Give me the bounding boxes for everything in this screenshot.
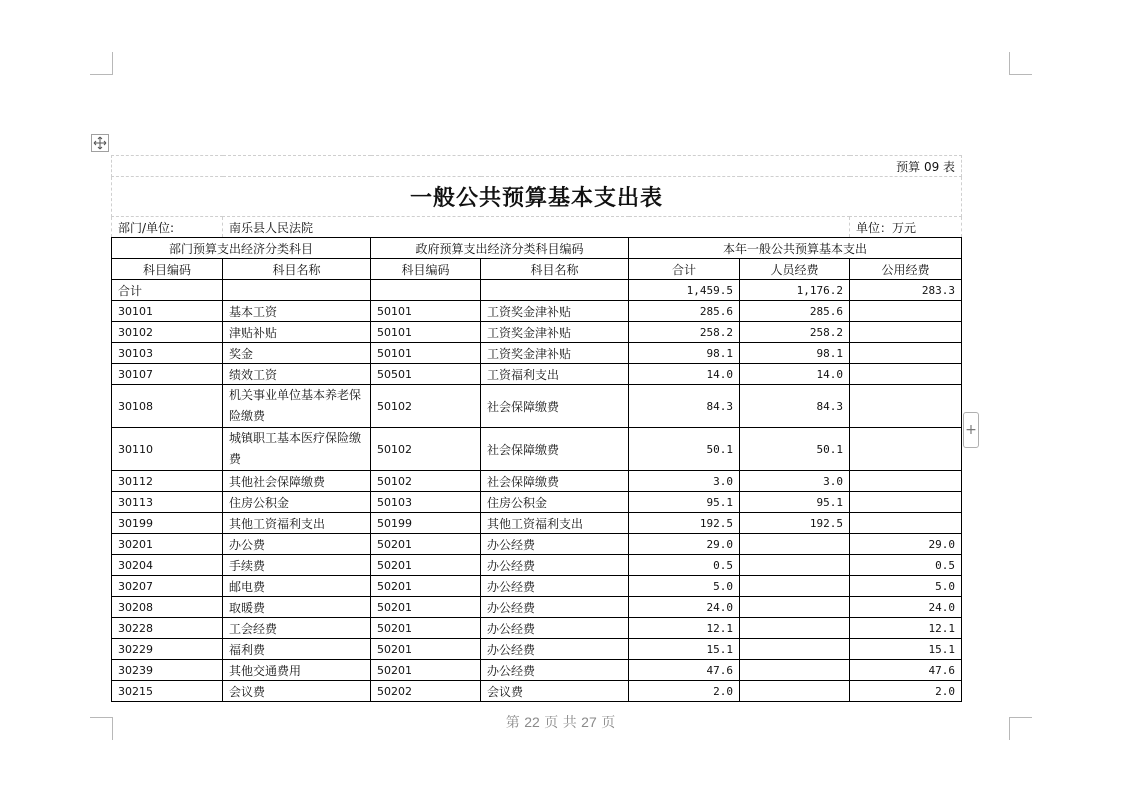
cell-personnel <box>740 639 850 660</box>
cell-code: 30207 <box>112 576 223 597</box>
table-row <box>112 681 962 702</box>
cell-personnel <box>740 555 850 576</box>
cell-gov-name: 办公经费 <box>481 597 629 618</box>
cell-gov-code: 50102 <box>371 428 481 471</box>
cell-total: 258.2 <box>629 322 740 343</box>
table-row <box>112 555 962 576</box>
cell-gov-name: 办公经费 <box>481 576 629 597</box>
crop-mark-top-left <box>90 52 113 75</box>
cell-personnel: 3.0 <box>740 471 850 492</box>
group-header-dept: 部门预算支出经济分类科目 <box>112 238 371 259</box>
cell-gov-code: 50101 <box>371 301 481 322</box>
cell-name: 其他工资福利支出 <box>223 513 371 534</box>
table-row <box>112 428 962 471</box>
cell-public <box>850 385 962 428</box>
cell-personnel <box>740 660 850 681</box>
cell-name: 取暖费 <box>223 597 371 618</box>
cell-personnel: 285.6 <box>740 301 850 322</box>
cell-gov-name: 住房公积金 <box>481 492 629 513</box>
cell-gov-name: 办公经费 <box>481 618 629 639</box>
footer-prefix: 第 <box>505 715 520 731</box>
cell-name: 福利费 <box>223 639 371 660</box>
cell-name: 津贴补贴 <box>223 322 371 343</box>
col-header-public: 公用经费 <box>850 259 962 280</box>
cell-personnel: 50.1 <box>740 428 850 471</box>
cell-personnel <box>740 534 850 555</box>
cell-gov-code: 50101 <box>371 322 481 343</box>
page-footer <box>0 712 1121 732</box>
cell-public <box>850 364 962 385</box>
cell-personnel <box>740 681 850 702</box>
table-row <box>112 385 962 428</box>
col-header-gov-name: 科目名称 <box>481 259 629 280</box>
cell-code: 30201 <box>112 534 223 555</box>
cell-name: 机关事业单位基本养老保险缴费 <box>223 385 371 428</box>
cell-public: 0.5 <box>850 555 962 576</box>
cell-total: 0.5 <box>629 555 740 576</box>
cell-public: 12.1 <box>850 618 962 639</box>
cell-code: 30103 <box>112 343 223 364</box>
cell-gov-name: 社会保障缴费 <box>481 385 629 428</box>
table-row <box>112 471 962 492</box>
cell-gov-name: 工资奖金津补贴 <box>481 343 629 364</box>
cell-personnel <box>740 576 850 597</box>
cell-total: 285.6 <box>629 301 740 322</box>
cell-gov-name: 办公经费 <box>481 534 629 555</box>
cell-public <box>850 301 962 322</box>
group-header-expense: 本年一般公共预算基本支出 <box>629 238 962 259</box>
cell-name: 绩效工资 <box>223 364 371 385</box>
table-row <box>112 660 962 681</box>
page-number: 22 <box>524 714 540 730</box>
cell-total: 98.1 <box>629 343 740 364</box>
cell-public: 5.0 <box>850 576 962 597</box>
page-count: 27 <box>581 714 597 730</box>
cell-public <box>850 492 962 513</box>
cell-personnel <box>740 618 850 639</box>
cell-public <box>850 513 962 534</box>
cell-public: 15.1 <box>850 639 962 660</box>
cell-code: 30107 <box>112 364 223 385</box>
cell-code: 30113 <box>112 492 223 513</box>
cell-personnel: 84.3 <box>740 385 850 428</box>
cell-gov-code: 50103 <box>371 492 481 513</box>
cell-personnel: 192.5 <box>740 513 850 534</box>
cell-gov-code: 50201 <box>371 576 481 597</box>
cell-gov-name: 社会保障缴费 <box>481 471 629 492</box>
cell-public <box>850 471 962 492</box>
cell-gov-name: 工资奖金津补贴 <box>481 322 629 343</box>
cell-gov-code: 50102 <box>371 471 481 492</box>
table-row <box>112 597 962 618</box>
cell-public: 47.6 <box>850 660 962 681</box>
move-arrows-icon <box>93 136 107 150</box>
cell-total: 47.6 <box>629 660 740 681</box>
col-header-name: 科目名称 <box>223 259 371 280</box>
cell-name: 住房公积金 <box>223 492 371 513</box>
total-sum: 1,459.5 <box>629 280 740 301</box>
cell-gov-code: 50501 <box>371 364 481 385</box>
cell-name: 邮电费 <box>223 576 371 597</box>
dept-label: 部门/单位: <box>112 217 223 238</box>
plus-icon: + <box>965 422 977 438</box>
table-row <box>112 513 962 534</box>
cell-public: 2.0 <box>850 681 962 702</box>
cell-name: 奖金 <box>223 343 371 364</box>
cell-total: 95.1 <box>629 492 740 513</box>
col-header-code: 科目编码 <box>112 259 223 280</box>
cell-code: 30229 <box>112 639 223 660</box>
cell-gov-name: 工资福利支出 <box>481 364 629 385</box>
form-number: 预算 09 表 <box>112 156 962 177</box>
cell-code: 30108 <box>112 385 223 428</box>
cell-code: 30228 <box>112 618 223 639</box>
cell-public <box>850 343 962 364</box>
cell-gov-code: 50201 <box>371 555 481 576</box>
cell-total: 5.0 <box>629 576 740 597</box>
table-row <box>112 322 962 343</box>
cell-code: 30102 <box>112 322 223 343</box>
cell-gov-code: 50101 <box>371 343 481 364</box>
cell-personnel: 95.1 <box>740 492 850 513</box>
cell-name: 手续费 <box>223 555 371 576</box>
page-title: 一般公共预算基本支出表 <box>112 177 962 217</box>
table-row <box>112 364 962 385</box>
budget-table <box>111 155 962 702</box>
total-personnel: 1,176.2 <box>740 280 850 301</box>
group-header-gov: 政府预算支出经济分类科目编码 <box>371 238 629 259</box>
table-row <box>112 618 962 639</box>
cell-gov-code: 50199 <box>371 513 481 534</box>
cell-personnel: 98.1 <box>740 343 850 364</box>
table-move-handle[interactable] <box>91 134 109 152</box>
cell-gov-code: 50201 <box>371 639 481 660</box>
crop-mark-top-right <box>1009 52 1032 75</box>
table-row <box>112 639 962 660</box>
footer-middle: 页 共 <box>544 715 577 731</box>
cell-total: 3.0 <box>629 471 740 492</box>
col-header-personnel: 人员经费 <box>740 259 850 280</box>
cell-gov-name: 办公经费 <box>481 639 629 660</box>
cell-code: 30208 <box>112 597 223 618</box>
table-row <box>112 301 962 322</box>
cell-gov-code: 50201 <box>371 618 481 639</box>
cell-gov-name: 办公经费 <box>481 660 629 681</box>
cell-total: 12.1 <box>629 618 740 639</box>
cell-personnel: 14.0 <box>740 364 850 385</box>
cell-gov-name: 工资奖金津补贴 <box>481 301 629 322</box>
cell-code: 30101 <box>112 301 223 322</box>
cell-gov-name: 社会保障缴费 <box>481 428 629 471</box>
dept-name: 南乐县人民法院 <box>223 217 850 238</box>
total-public: 283.3 <box>850 280 962 301</box>
add-column-button[interactable] <box>963 412 979 448</box>
cell-public <box>850 322 962 343</box>
cell-code: 30239 <box>112 660 223 681</box>
cell-total: 192.5 <box>629 513 740 534</box>
table-row <box>112 534 962 555</box>
cell-total: 14.0 <box>629 364 740 385</box>
cell-name: 工会经费 <box>223 618 371 639</box>
footer-suffix: 页 <box>601 715 616 731</box>
cell-personnel: 258.2 <box>740 322 850 343</box>
cell-code: 30110 <box>112 428 223 471</box>
cell-total: 84.3 <box>629 385 740 428</box>
table-row <box>112 343 962 364</box>
cell-personnel <box>740 597 850 618</box>
cell-code: 30215 <box>112 681 223 702</box>
total-label: 合计 <box>112 280 223 301</box>
col-header-gov-code: 科目编码 <box>371 259 481 280</box>
cell-name: 城镇职工基本医疗保险缴费 <box>223 428 371 471</box>
cell-gov-name: 其他工资福利支出 <box>481 513 629 534</box>
cell-gov-code: 50201 <box>371 534 481 555</box>
cell-name: 其他交通费用 <box>223 660 371 681</box>
cell-code: 30112 <box>112 471 223 492</box>
unit-label: 单位：万元 <box>850 217 962 238</box>
cell-gov-name: 会议费 <box>481 681 629 702</box>
cell-public: 24.0 <box>850 597 962 618</box>
cell-total: 15.1 <box>629 639 740 660</box>
cell-public <box>850 428 962 471</box>
cell-gov-code: 50202 <box>371 681 481 702</box>
cell-code: 30199 <box>112 513 223 534</box>
cell-total: 50.1 <box>629 428 740 471</box>
cell-gov-code: 50201 <box>371 660 481 681</box>
cell-total: 29.0 <box>629 534 740 555</box>
table-row <box>112 576 962 597</box>
cell-name: 其他社会保障缴费 <box>223 471 371 492</box>
cell-gov-name: 办公经费 <box>481 555 629 576</box>
cell-total: 24.0 <box>629 597 740 618</box>
col-header-total: 合计 <box>629 259 740 280</box>
cell-name: 会议费 <box>223 681 371 702</box>
cell-name: 基本工资 <box>223 301 371 322</box>
cell-total: 2.0 <box>629 681 740 702</box>
cell-public: 29.0 <box>850 534 962 555</box>
cell-gov-code: 50102 <box>371 385 481 428</box>
total-row <box>112 280 962 301</box>
table-row <box>112 492 962 513</box>
cell-gov-code: 50201 <box>371 597 481 618</box>
cell-code: 30204 <box>112 555 223 576</box>
cell-name: 办公费 <box>223 534 371 555</box>
